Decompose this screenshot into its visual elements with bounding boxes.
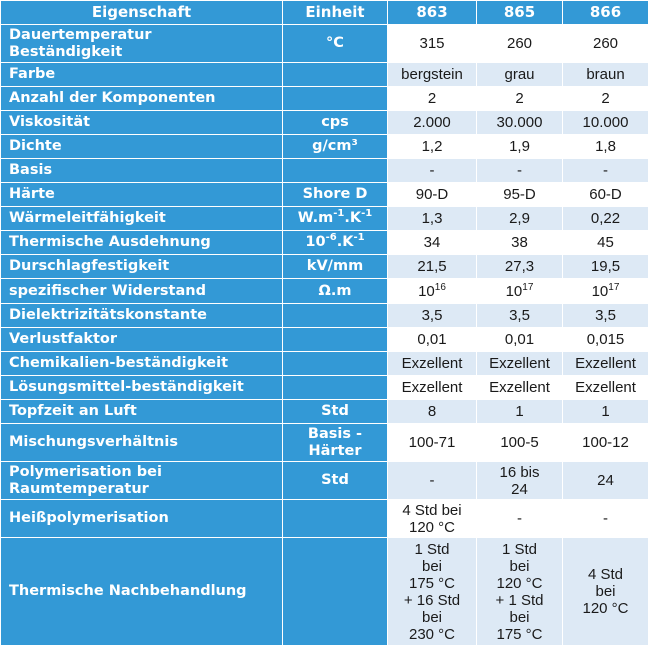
unit-cell: Shore D	[283, 183, 388, 207]
value-863: 100-71	[388, 424, 477, 462]
value-865: 1	[477, 400, 563, 424]
table-row	[1, 304, 648, 328]
unit-cell	[283, 500, 388, 538]
value-863: 8	[388, 400, 477, 424]
power-exponent: 17	[522, 281, 534, 293]
unit-cell	[283, 376, 388, 400]
property-label: spezifischer Widerstand	[1, 279, 283, 304]
value-863: 1 Std bei 175 °C + 16 Std bei 230 °C	[388, 538, 477, 646]
power-base: 10	[505, 282, 523, 300]
value-866: 0,22	[563, 207, 648, 231]
property-label: Dauertemperatur Beständigkeit	[1, 25, 283, 63]
unit-exponent: -1	[333, 208, 345, 219]
value-865: 2	[477, 87, 563, 111]
value-865: 30.000	[477, 111, 563, 135]
value-866: 1	[563, 400, 648, 424]
table-row	[1, 159, 648, 183]
value-866: -	[563, 500, 648, 538]
value-863: 21,5	[388, 255, 477, 279]
value-865: 100-5	[477, 424, 563, 462]
value-866: 19,5	[563, 255, 648, 279]
property-label: Anzahl der Komponenten	[1, 87, 283, 111]
header-unit: Einheit	[283, 1, 388, 25]
value-865: grau	[477, 63, 563, 87]
table-row	[1, 231, 648, 255]
table-row	[1, 328, 648, 352]
value-863: 3,5	[388, 304, 477, 328]
value-865: 0,01	[477, 328, 563, 352]
value-863: 90-D	[388, 183, 477, 207]
table-row	[1, 376, 648, 400]
table-row	[1, 352, 648, 376]
value-866: 60-D	[563, 183, 648, 207]
table-row	[1, 538, 648, 646]
unit-exponent: -6	[325, 232, 337, 243]
value-866	[563, 279, 648, 304]
unit-cell: Basis - Härter	[283, 424, 388, 462]
table-row	[1, 424, 648, 462]
value-865: 2,9	[477, 207, 563, 231]
value-866: Exzellent	[563, 352, 648, 376]
value-865	[477, 279, 563, 304]
property-label: Härte	[1, 183, 283, 207]
value-865: 95-D	[477, 183, 563, 207]
table-row	[1, 279, 648, 304]
header-865: 865	[477, 1, 563, 25]
value-865: 260	[477, 25, 563, 63]
unit-cell: Ω.m	[283, 279, 388, 304]
unit-exponent: -1	[353, 232, 365, 243]
unit-cell	[283, 304, 388, 328]
header-866: 866	[563, 1, 648, 25]
table-row	[1, 207, 648, 231]
table-row	[1, 400, 648, 424]
value-863: 4 Std bei 120 °C	[388, 500, 477, 538]
value-863: 2.000	[388, 111, 477, 135]
value-866: 0,015	[563, 328, 648, 352]
power-base: 10	[418, 282, 435, 300]
table-row	[1, 462, 648, 500]
unit-cell	[283, 207, 388, 231]
value-866: 24	[563, 462, 648, 500]
value-865: -	[477, 159, 563, 183]
value-863: 1,3	[388, 207, 477, 231]
value-866: 2	[563, 87, 648, 111]
value-866: 4 Std bei 120 °C	[563, 538, 648, 646]
unit-mid: .K	[344, 210, 362, 226]
unit-cell	[283, 231, 388, 255]
unit-cell	[283, 87, 388, 111]
value-866: 10.000	[563, 111, 648, 135]
unit-cell	[283, 352, 388, 376]
value-863: bergstein	[388, 63, 477, 87]
power-exponent: 16	[434, 281, 446, 293]
value-863: 34	[388, 231, 477, 255]
value-866: braun	[563, 63, 648, 87]
table-row	[1, 87, 648, 111]
value-865: 27,3	[477, 255, 563, 279]
value-866: 100-12	[563, 424, 648, 462]
property-label: Heißpolymerisation	[1, 500, 283, 538]
power-exponent: 17	[608, 281, 620, 293]
table-row	[1, 500, 648, 538]
value-863: 1,2	[388, 135, 477, 159]
unit-mid: .K	[336, 234, 354, 250]
header-863: 863	[388, 1, 477, 25]
unit-cell	[283, 63, 388, 87]
value-863: Exzellent	[388, 352, 477, 376]
property-label: Dichte	[1, 135, 283, 159]
header-property: Eigenschaft	[1, 1, 283, 25]
value-865: 16 bis 24	[477, 462, 563, 500]
header-row	[1, 1, 648, 25]
unit-base: W.m	[297, 210, 334, 226]
property-label: Dielektrizitätskonstante	[1, 304, 283, 328]
unit-cell: cps	[283, 111, 388, 135]
property-label: Basis	[1, 159, 283, 183]
value-866: 3,5	[563, 304, 648, 328]
property-label: Lösungsmittel-beständigkeit	[1, 376, 283, 400]
table-row	[1, 25, 648, 63]
property-label: Thermische Nachbehandlung	[1, 538, 283, 646]
unit-cell: °C	[283, 25, 388, 63]
value-866: 1,8	[563, 135, 648, 159]
value-866: 260	[563, 25, 648, 63]
property-label: Farbe	[1, 63, 283, 87]
value-863: 0,01	[388, 328, 477, 352]
property-label: Polymerisation bei Raumtemperatur	[1, 462, 283, 500]
value-866: 45	[563, 231, 648, 255]
value-865: 1 Std bei 120 °C + 1 Std bei 175 °C	[477, 538, 563, 646]
unit-exponent: -1	[361, 208, 373, 219]
property-label: Thermische Ausdehnung	[1, 231, 283, 255]
value-865: Exzellent	[477, 376, 563, 400]
value-863: 315	[388, 25, 477, 63]
value-865: 38	[477, 231, 563, 255]
property-label: Topfzeit an Luft	[1, 400, 283, 424]
value-863: -	[388, 159, 477, 183]
unit-cell	[283, 538, 388, 646]
power-base: 10	[591, 282, 609, 300]
value-863: Exzellent	[388, 376, 477, 400]
unit-cell	[283, 328, 388, 352]
property-label: Durschlagfestigkeit	[1, 255, 283, 279]
unit-cell: Std	[283, 462, 388, 500]
property-label: Chemikalien-beständigkeit	[1, 352, 283, 376]
table-row	[1, 255, 648, 279]
unit-cell: kV/mm	[283, 255, 388, 279]
value-866: Exzellent	[563, 376, 648, 400]
value-865: -	[477, 500, 563, 538]
unit-cell: Std	[283, 400, 388, 424]
value-865: 1,9	[477, 135, 563, 159]
unit-cell: g/cm³	[283, 135, 388, 159]
table-row	[1, 135, 648, 159]
unit-base: 10	[305, 234, 326, 250]
property-label: Viskosität	[1, 111, 283, 135]
unit-cell	[283, 159, 388, 183]
table-row	[1, 63, 648, 87]
value-863	[388, 279, 477, 304]
value-863: -	[388, 462, 477, 500]
property-label: Verlustfaktor	[1, 328, 283, 352]
property-label: Mischungsverhältnis	[1, 424, 283, 462]
property-label: Wärmeleitfähigkeit	[1, 207, 283, 231]
value-865: Exzellent	[477, 352, 563, 376]
value-865: 3,5	[477, 304, 563, 328]
value-866: -	[563, 159, 648, 183]
value-863: 2	[388, 87, 477, 111]
table-row	[1, 111, 648, 135]
table-row	[1, 183, 648, 207]
